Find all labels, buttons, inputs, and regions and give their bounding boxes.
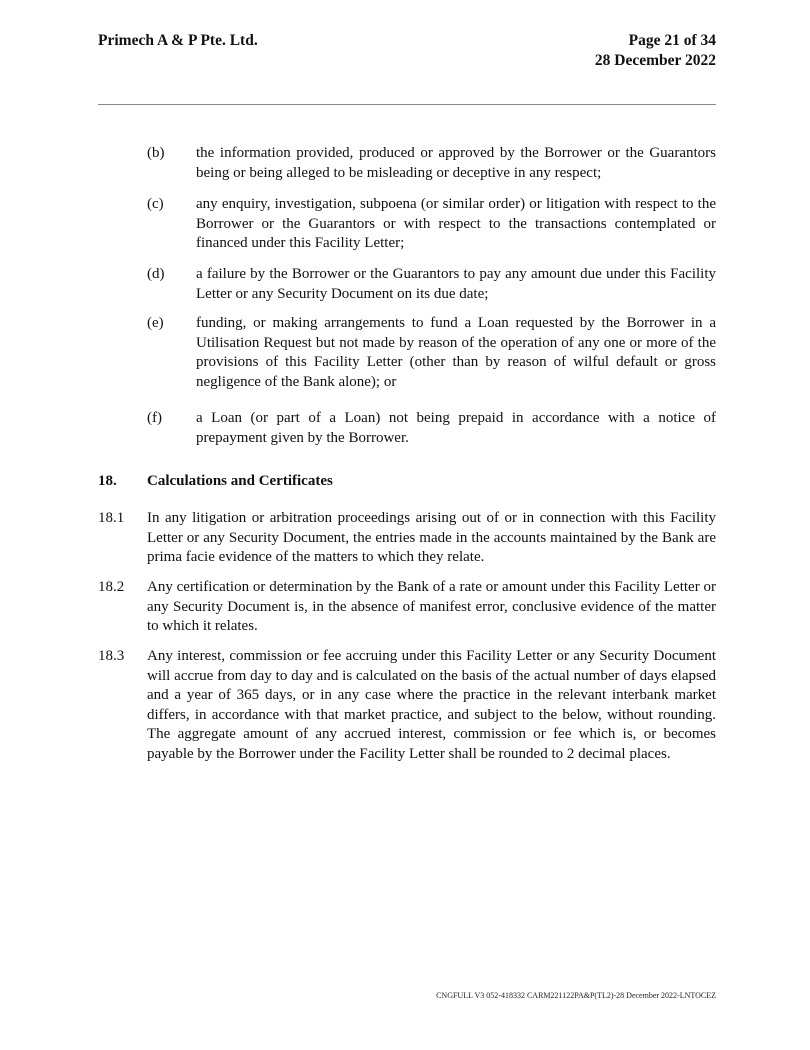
clause	[98, 647, 716, 765]
clause-number: 18.1	[98, 510, 125, 526]
item-label: (f)	[147, 410, 162, 426]
item-text: the information provided, produced or approved by the Borrower or the Guarantors being or being alleged to be misleading or deceptive in any respect;	[196, 145, 716, 181]
item-label: (d)	[147, 266, 165, 282]
company-name: Primech A & P Pte. Ltd.	[98, 32, 258, 49]
footer-reference: CNGFULL V3 052-418332 CARM221122PA&P(TL2)-28 December 2022-LNTOCEZ	[436, 991, 716, 1000]
section-heading	[98, 472, 716, 492]
list-item	[147, 144, 716, 183]
item-text: funding, or making arrangements to fund a Loan requested by the Borrower in a Utilisation Request but not made by reason of the operation of any one or more of the provisions of this Facility Letter (other than by reason of wilful default or gross negligence of the Bank alone); or	[196, 315, 716, 390]
item-text: a failure by the Borrower or the Guarantors to pay any amount due under this Facility Letter or any Security Document on its due date;	[196, 266, 716, 302]
list-item	[147, 409, 716, 448]
page-number: Page 21 of 34	[628, 32, 716, 49]
list-item	[147, 265, 716, 304]
clause-text: In any litigation or arbitration proceedings arising out of or in connection with this Facility Letter or any Security Document, the entries made in the accounts maintained by the Bank are prima facie evidence of the matters to which they relate.	[147, 510, 716, 566]
clause-number: 18.2	[98, 579, 125, 595]
clause	[98, 578, 716, 637]
clause	[98, 509, 716, 568]
section-title: Calculations and Certificates	[147, 473, 333, 489]
item-label: (e)	[147, 315, 164, 331]
section-number: 18.	[98, 473, 117, 489]
header-divider	[98, 104, 716, 105]
item-label: (b)	[147, 145, 165, 161]
page-info	[595, 31, 716, 71]
item-text: any enquiry, investigation, subpoena (or similar order) or litigation with respect to the Borrower or the Guarantors or with respect to the transactions contemplated or financed under this Facility Letter;	[196, 196, 716, 252]
clause-text: Any certification or determination by the Bank of a rate or amount under this Facility Letter or any Security Document is, in the absence of manifest error, conclusive evidence of the matter to which it relates.	[147, 579, 716, 635]
clause-number: 18.3	[98, 648, 125, 664]
list-item	[147, 195, 716, 254]
item-label: (c)	[147, 196, 164, 212]
document-date: 28 December 2022	[594, 52, 716, 69]
item-text: a Loan (or part of a Loan) not being prepaid in accordance with a notice of prepayment given by the Borrower.	[196, 410, 716, 446]
clause-text: Any interest, commission or fee accruing under this Facility Letter or any Security Document will accrue from day to day and is calculated on the basis of the actual number of days elapsed and a year of 365 days, or in any case where the practice in the relevant interbank market differs, in accordance with that market practice, and subject to the below, without rounding. The aggregate amount of any accrued interest, commission or fee which is, or becomes payable by the Borrower under the Facility Letter shall be rounded to 2 decimal places.	[147, 648, 716, 762]
list-item	[147, 314, 716, 392]
